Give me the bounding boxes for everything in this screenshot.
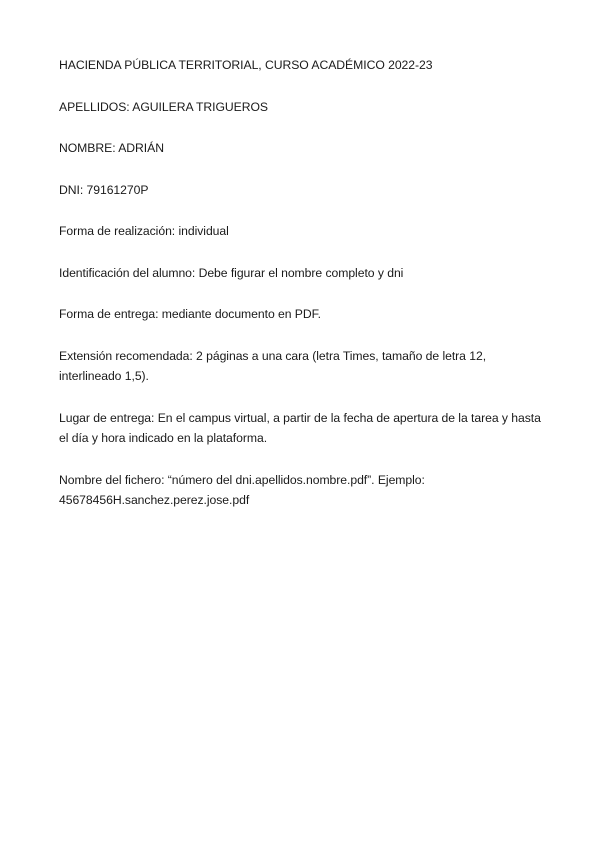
extension-line-1: Extensión recomendada: 2 páginas a una cara (letra Times, tamaño de letra 12, [59,348,487,363]
forma-entrega-text: Forma de entrega: mediante documento en PDF. [59,307,322,321]
extension-field [59,346,549,387]
dni-text: DNI: 79161270P [59,182,149,197]
document-header [59,55,549,76]
lugar-entrega-field [59,408,549,449]
extension-line-2: interlineado 1,5). [59,369,149,383]
document-header-text: HACIENDA PÚBLICA TERRITORIAL, CURSO ACADÉMICO 2022-23 [59,58,433,72]
nombre-text: NOMBRE: ADRIÁN [59,141,164,155]
forma-realizacion-field [59,221,549,242]
nombre-fichero-line-1: Nombre del fichero: “número del dni.apellidos.nombre.pdf”. Ejemplo: [59,472,425,487]
nombre-field [59,138,549,159]
identificacion-text: Identificación del alumno: Debe figurar el nombre completo y dni [59,265,404,280]
lugar-entrega-line-2: el día y hora indicado en la plataforma. [59,431,268,445]
identificacion-field [59,263,549,284]
apellidos-field [59,97,549,118]
document-body [59,55,549,532]
forma-entrega-field [59,304,549,325]
lugar-entrega-line-1: Lugar de entrega: En el campus virtual, a partir de la fecha de apertura de la tarea y hasta [59,410,541,425]
forma-realizacion-text: Forma de realización: individual [59,224,229,238]
apellidos-text: APELLIDOS: AGUILERA TRIGUEROS [59,99,268,114]
dni-field [59,180,549,201]
nombre-fichero-field [59,470,549,511]
nombre-fichero-line-2: 45678456H.sanchez.perez.jose.pdf [59,493,250,507]
